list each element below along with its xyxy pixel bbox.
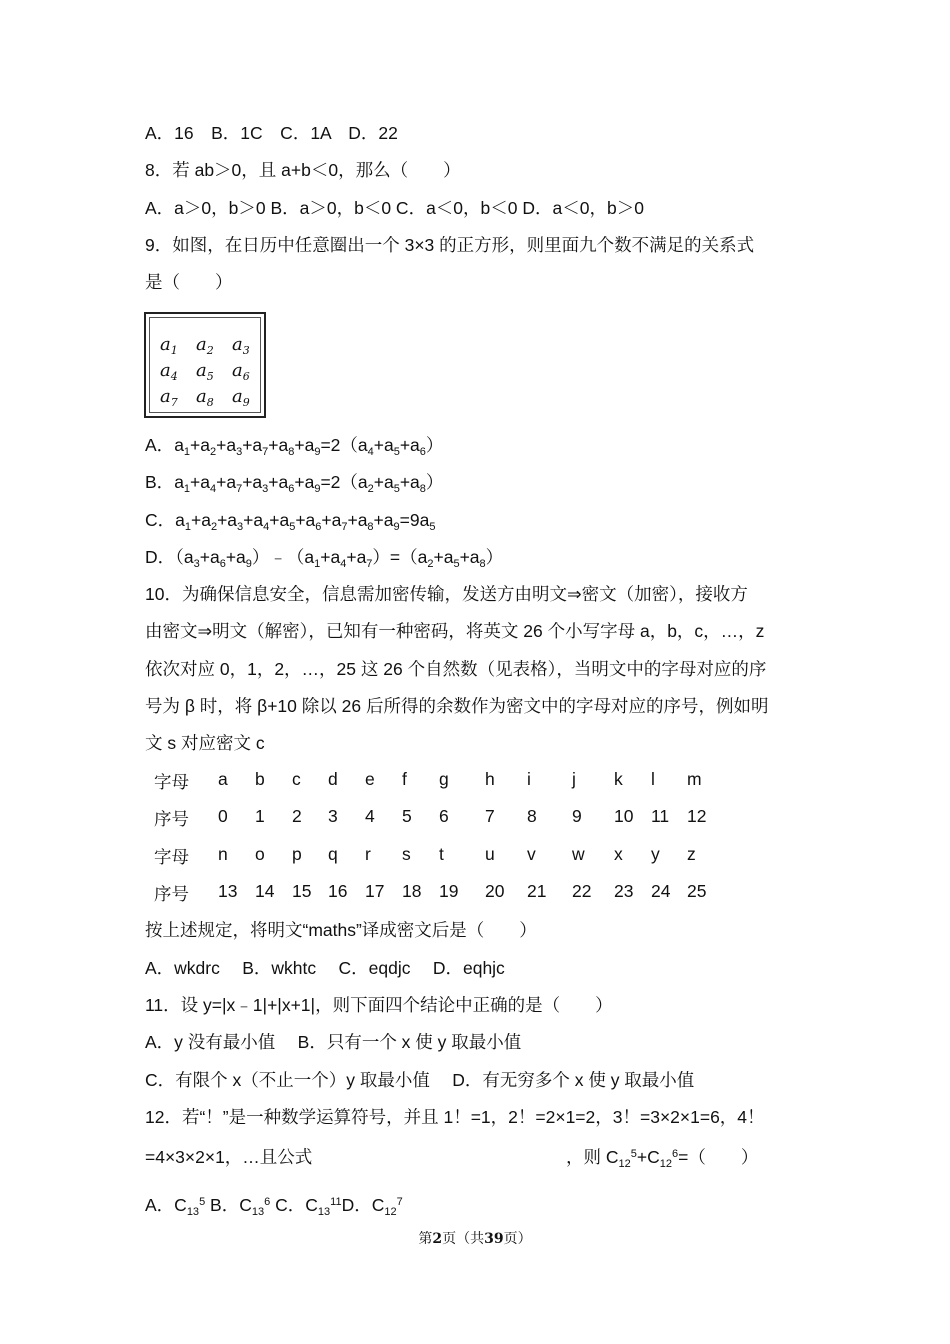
q9-option-c: C．$a_1+a_2+a_3+a_4+a_5+a_6+a_7+a_8+a_9=9a_5$ [145,510,436,533]
table-cell-number: 14 [255,881,275,901]
table-cell-letter: b [255,769,265,789]
table-cell-letter: h [485,769,495,789]
q9-option-d-label: D． [145,547,176,567]
table-cell-letter: y [651,844,660,864]
q11-stem: 11．设 y=|x﹣1|+|x+1|，则下面四个结论中正确的是（ ） [145,995,613,1015]
table-cell-letter: w [572,844,585,864]
q9-option-c-label: C． [145,510,176,530]
table-cell-letter: x [614,844,623,864]
q9-option-a: A．$a_1+a_2+a_3+a_7+a_8+a_9=2(a_4+a_5+a_6)$ [145,435,444,458]
q9-stem-line2: 是（ ） [145,272,233,292]
table-cell-number: 24 [651,881,671,901]
table-cell-letter: l [651,769,655,789]
q11-options-line1: A．y 没有最小值 B．只有一个 x 使 y 取最小值 [145,1032,522,1052]
q10-stem-line4: 号为 β 时，将 β+10 除以 26 后所得的余数作为密文中的字母对应的序号，例如明 [145,696,769,716]
q12-stem-tail: ，则 $C_{12}^5+C_{12}^6=$（ ） [566,1147,759,1170]
table-cell-letter: v [527,844,536,864]
table-cell-number: 5 [402,806,412,826]
table-cell-number: 11 [651,806,670,826]
table-cell-number: 12 [687,806,707,826]
q12-stem-line2: =4×3×2×1，…且公式 [145,1147,313,1167]
table-cell-letter: q [328,844,338,864]
fig-a7: $a_7$ [160,386,178,409]
calendar-figure [144,312,266,418]
table-cell-number: 1 [255,806,265,826]
table-cell-number: 18 [402,881,422,901]
q12-stem-line1: 12．若“！”是一种数学运算符号，并且 1！=1，2！=2×1=2，3！=3×2×1=6，4！ [145,1107,765,1127]
q8-options: A．a＞0，b＞0 B．a＞0，b＜0 C．a＜0，b＜0 D．a＜0，b＞0 [145,198,644,218]
table-row-label: 字母 [154,772,189,792]
q12-stem-tail-text: ，则 C [566,1147,619,1167]
fig-a2: $a_2$ [196,334,214,357]
fig-a4: $a_4$ [160,360,178,383]
fig-a5: $a_5$ [196,360,214,383]
table-cell-letter: n [218,844,228,864]
fig-a9: $a_9$ [232,386,250,409]
q9-option-b: B．$a_1+a_4+a_7+a_3+a_6+a_9=2(a_2+a_5+a_8)$ [145,472,444,495]
table-row-label: 序号 [154,809,189,829]
table-cell-letter: t [439,844,444,864]
table-cell-letter: m [687,769,702,789]
table-cell-number: 9 [572,806,582,826]
q10-question: 按上述规定，将明文“maths”译成密文后是（ ） [145,920,537,940]
table-cell-letter: s [402,844,411,864]
table-cell-letter: j [572,769,576,789]
fig-a1: $a_1$ [160,334,178,357]
fig-a3: $a_3$ [232,334,250,357]
q9-option-d: D．$(a_3+a_6+a_9)﹣(a_1+a_4+a_7)=(a_2+a_5+a_8)$ [145,547,504,570]
q12-options: A．$C_{13}^5$ B．$C_{13}^6$ C．$C_{13}^{11}D$．$C_{12}^7$ [145,1195,403,1218]
q10-stem-line5: 文 s 对应密文 c [145,733,265,753]
table-cell-letter: z [687,844,696,864]
table-cell-number: 4 [365,806,375,826]
table-cell-letter: e [365,769,375,789]
table-cell-letter: c [292,769,301,789]
fig-a6: $a_6$ [232,360,250,383]
table-cell-letter: g [439,769,449,789]
q7-options: A．16 B．1C C．1A D．22 [145,123,398,143]
figure-grid [160,334,268,409]
table-cell-number: 21 [527,881,547,901]
table-cell-number: 8 [527,806,537,826]
q8-stem: 8．若 ab＞0，且 a+b＜0，那么（ ） [145,160,461,180]
table-cell-number: 0 [218,806,228,826]
q9-option-b-label: B． [145,472,175,492]
footer-mid: 页（共 [442,1231,485,1247]
table-cell-number: 7 [485,806,495,826]
table-cell-number: 13 [218,881,238,901]
table-cell-number: 25 [687,881,707,901]
q9-option-a-label: A． [145,435,175,455]
table-cell-letter: u [485,844,495,864]
table-cell-letter: d [328,769,338,789]
table-cell-number: 16 [328,881,348,901]
table-cell-number: 22 [572,881,592,901]
footer-total-pages: 39 [484,1231,504,1247]
footer-pre: 第 [418,1231,433,1247]
table-cell-number: 19 [439,881,459,901]
q10-stem-line1: 10．为确保信息安全，信息需加密传输，发送方由明文⇒密文（加密），接收方 [145,584,748,604]
table-cell-letter: p [292,844,302,864]
page-footer [0,1228,950,1248]
q10-options: A．wkdrc B．wkhtc C．eqdjc D．eqhjc [145,958,505,978]
table-cell-number: 17 [365,881,385,901]
table-cell-number: 6 [439,806,449,826]
q11-options-line2: C．有限个 x（不止一个）y 取最小值 D．有无穷多个 x 使 y 取最小值 [145,1070,695,1090]
table-cell-number: 10 [614,806,634,826]
table-cell-number: 2 [292,806,302,826]
table-cell-number: 15 [292,881,312,901]
table-row-label: 序号 [154,884,189,904]
table-cell-letter: a [218,769,228,789]
table-cell-letter: o [255,844,265,864]
table-cell-number: 23 [614,881,634,901]
table-cell-letter: f [402,769,407,789]
table-cell-letter: i [527,769,531,789]
q9-stem-line1: 9．如图，在日历中任意圈出一个 3×3 的正方形，则里面九个数不满足的关系式 [145,235,755,255]
table-cell-letter: k [614,769,623,789]
q10-stem-line3: 依次对应 0，1，2，…，25 这 26 个自然数（见表格），当明文中的字母对应的序 [145,659,767,679]
table-cell-number: 20 [485,881,505,901]
footer-post: 页） [503,1231,532,1247]
footer-page-number: 2 [432,1231,443,1247]
table-cell-number: 3 [328,806,338,826]
fig-a8: $a_8$ [196,386,214,409]
q12-options-prefix: A．C [145,1195,187,1215]
table-cell-letter: r [365,844,371,864]
table-row-label: 字母 [154,847,189,867]
q10-stem-line2: 由密文⇒明文（解密），已知有一种密码，将英文 26 个小写字母 a，b，c，…，z [145,621,765,641]
